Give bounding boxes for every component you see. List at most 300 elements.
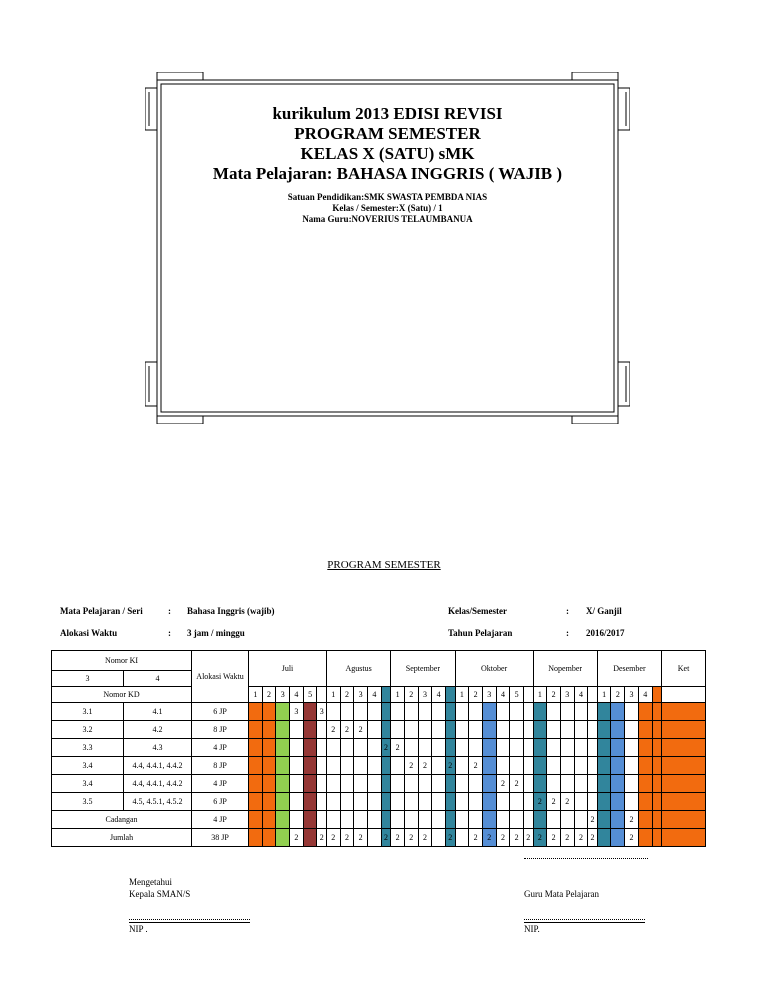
week-cell [326, 793, 340, 811]
week-cell [303, 739, 317, 757]
week-cell [588, 739, 598, 757]
sig-left-nip: NIP . [129, 924, 148, 934]
week-cell: 2 [391, 829, 405, 847]
week-cell [391, 811, 405, 829]
week-cell [340, 757, 354, 775]
meta-tahun-value: 2016/2017 [586, 628, 625, 638]
week-spacer [381, 687, 391, 703]
cover-line-curriculum: kurikulum 2013 EDISI REVISI [272, 104, 503, 123]
week-cell [652, 721, 662, 739]
week-cell [249, 739, 263, 757]
week-cell [625, 721, 639, 739]
kd4-cell: 4.1 [124, 703, 192, 721]
meta-alokasi-colon: : [168, 628, 171, 638]
week-cell [510, 703, 524, 721]
week-cell: 2 [381, 739, 391, 757]
week-cell: 2 [547, 793, 561, 811]
week-cell [524, 703, 534, 721]
week-cell [482, 721, 496, 739]
week-cell [368, 775, 382, 793]
week-cell [662, 703, 706, 721]
week-cell [317, 739, 327, 757]
header-month-juli: Juli [249, 651, 327, 687]
week-cell [588, 703, 598, 721]
cover-title [145, 104, 630, 184]
week-cell [560, 775, 574, 793]
week-cell [547, 811, 561, 829]
week-number: 4 [432, 687, 446, 703]
week-cell [290, 775, 304, 793]
week-cell: 2 [560, 793, 574, 811]
week-cell [317, 721, 327, 739]
week-cell [432, 793, 446, 811]
week-number: 2 [262, 687, 276, 703]
week-cell [368, 829, 382, 847]
week-cell [455, 811, 469, 829]
week-cell [496, 703, 510, 721]
week-cell [662, 757, 706, 775]
sig-right-line1: Guru Mata Pelajaran [524, 889, 599, 899]
week-cell: 2 [533, 829, 547, 847]
week-cell [547, 739, 561, 757]
week-cell [455, 775, 469, 793]
week-cell [262, 757, 276, 775]
week-cell [611, 703, 625, 721]
cover-frame [145, 72, 630, 424]
week-cell [391, 775, 405, 793]
week-cell [533, 775, 547, 793]
week-cell [326, 811, 340, 829]
week-number: 2 [611, 687, 625, 703]
week-cell [469, 739, 483, 757]
week-number: 5 [303, 687, 317, 703]
week-cell: 2 [418, 829, 432, 847]
week-cell [638, 829, 652, 847]
week-cell [588, 775, 598, 793]
week-cell [496, 793, 510, 811]
week-cell [432, 721, 446, 739]
jp-cell: 6 JP [192, 703, 249, 721]
week-number: 3 [418, 687, 432, 703]
week-cell [340, 703, 354, 721]
week-cell [276, 721, 290, 739]
sig-left-line1: Mengetahui [129, 877, 172, 887]
week-cell [611, 757, 625, 775]
week-number: 2 [404, 687, 418, 703]
week-cell [249, 703, 263, 721]
meta-tahun-label: Tahun Pelajaran [448, 628, 513, 638]
week-cell [638, 703, 652, 721]
week-cell [611, 721, 625, 739]
kd4-cell: 4.3 [124, 739, 192, 757]
week-cell [249, 793, 263, 811]
week-cell [262, 775, 276, 793]
week-cell [418, 793, 432, 811]
week-cell: 2 [354, 721, 368, 739]
schedule-table [51, 650, 706, 847]
week-cell [652, 829, 662, 847]
program-title: PROGRAM SEMESTER [327, 559, 441, 571]
week-cell [574, 793, 588, 811]
week-cell: 2 [418, 757, 432, 775]
cover-detail-school: Satuan Pendidikan:SMK SWASTA PEMBDA NIAS [287, 192, 488, 202]
week-cell [381, 775, 391, 793]
jp-cell: 38 JP [192, 829, 249, 847]
kd3-cell: 3.4 [52, 775, 124, 793]
cover-line-subject: Mata Pelajaran: BAHASA INGGRIS ( WAJIB ) [212, 164, 563, 183]
week-cell: 2 [496, 829, 510, 847]
week-cell [560, 757, 574, 775]
week-cell [597, 703, 611, 721]
meta-kelas-value: X/ Ganjil [586, 606, 622, 616]
week-cell [625, 757, 639, 775]
week-number: 1 [391, 687, 405, 703]
week-cell [368, 721, 382, 739]
week-cell [455, 829, 469, 847]
week-cell [404, 721, 418, 739]
week-cell: 2 [496, 775, 510, 793]
week-cell: 2 [326, 829, 340, 847]
week-cell [317, 757, 327, 775]
week-cell [574, 811, 588, 829]
week-cell [638, 757, 652, 775]
jp-cell: 4 JP [192, 739, 249, 757]
week-cell [381, 757, 391, 775]
week-cell [533, 703, 547, 721]
kd3-cell: 3.2 [52, 721, 124, 739]
week-cell: 2 [560, 829, 574, 847]
jp-cell: 4 JP [192, 811, 249, 829]
week-cell: 2 [510, 775, 524, 793]
week-cell [524, 811, 534, 829]
week-cell [469, 793, 483, 811]
jp-cell: 4 JP [192, 775, 249, 793]
week-cell [455, 793, 469, 811]
week-cell [303, 811, 317, 829]
week-cell: 2 [391, 739, 405, 757]
week-number: 5 [510, 687, 524, 703]
meta-mapel-colon: : [168, 606, 171, 616]
week-cell: 2 [404, 757, 418, 775]
week-number: 4 [638, 687, 652, 703]
week-cell [510, 811, 524, 829]
week-cell [432, 757, 446, 775]
week-cell [524, 793, 534, 811]
week-cell [469, 811, 483, 829]
kd3-cell: 3.1 [52, 703, 124, 721]
week-cell [588, 721, 598, 739]
jp-cell: 6 JP [192, 793, 249, 811]
week-cell [418, 739, 432, 757]
week-cell [597, 757, 611, 775]
week-cell [652, 775, 662, 793]
week-cell [455, 703, 469, 721]
week-cell [340, 739, 354, 757]
week-cell [262, 739, 276, 757]
week-cell [404, 703, 418, 721]
week-cell [418, 811, 432, 829]
week-cell: 2 [290, 829, 304, 847]
week-cell [404, 793, 418, 811]
week-spacer [652, 687, 662, 703]
week-cell [533, 739, 547, 757]
week-cell [510, 757, 524, 775]
week-cell [276, 739, 290, 757]
week-cell [404, 775, 418, 793]
week-cell [262, 721, 276, 739]
week-cell [560, 811, 574, 829]
sig-right-line [524, 922, 645, 923]
week-cell: 2 [533, 793, 547, 811]
week-number: 4 [368, 687, 382, 703]
week-cell [354, 811, 368, 829]
sig-right-dotted [524, 919, 645, 920]
week-cell: 2 [317, 829, 327, 847]
week-cell: 2 [340, 721, 354, 739]
week-cell [276, 775, 290, 793]
week-cell [276, 811, 290, 829]
week-cell [662, 811, 706, 829]
week-number: 1 [455, 687, 469, 703]
week-cell [455, 757, 469, 775]
week-spacer [588, 687, 598, 703]
kd3-cell: 3.3 [52, 739, 124, 757]
week-cell [404, 811, 418, 829]
week-cell [574, 739, 588, 757]
header-ket: Ket [662, 651, 706, 687]
week-cell [638, 721, 652, 739]
week-cell [574, 757, 588, 775]
week-cell [418, 703, 432, 721]
week-number: 3 [560, 687, 574, 703]
week-cell [533, 721, 547, 739]
week-cell [574, 775, 588, 793]
week-cell [597, 811, 611, 829]
header-month-nopember: Nopember [533, 651, 597, 687]
week-cell: 3 [317, 703, 327, 721]
week-cell [638, 811, 652, 829]
week-cell [432, 829, 446, 847]
week-cell [391, 757, 405, 775]
week-cell: 2 [547, 829, 561, 847]
week-cell [524, 757, 534, 775]
week-cell [249, 757, 263, 775]
week-number: 1 [249, 687, 263, 703]
week-cell [249, 829, 263, 847]
week-cell [446, 775, 456, 793]
week-cell [418, 721, 432, 739]
week-cell [533, 757, 547, 775]
week-cell [381, 793, 391, 811]
week-cell [446, 703, 456, 721]
week-cell [404, 739, 418, 757]
week-cell [482, 757, 496, 775]
week-cell [455, 739, 469, 757]
cover-detail-teacher: Nama Guru:NOVERIUS TELAUMBANUA [302, 214, 473, 224]
header-ket-blank [662, 687, 706, 703]
week-cell [597, 793, 611, 811]
week-cell [317, 793, 327, 811]
week-cell: 2 [469, 829, 483, 847]
kd3-cell: 3.4 [52, 757, 124, 775]
sig-right-nip: NIP. [524, 924, 540, 934]
week-cell [368, 793, 382, 811]
week-cell [317, 775, 327, 793]
week-cell [249, 721, 263, 739]
week-number: 1 [597, 687, 611, 703]
week-cell [354, 775, 368, 793]
week-cell [482, 811, 496, 829]
week-cell [303, 775, 317, 793]
week-cell [597, 829, 611, 847]
week-cell [625, 775, 639, 793]
jp-cell: 8 JP [192, 757, 249, 775]
week-cell [625, 703, 639, 721]
week-cell [326, 757, 340, 775]
week-cell: 2 [524, 829, 534, 847]
week-cell [496, 721, 510, 739]
week-cell [381, 721, 391, 739]
sig-left-dotted [129, 919, 250, 920]
week-cell [354, 739, 368, 757]
week-number: 4 [290, 687, 304, 703]
week-cell [276, 757, 290, 775]
week-cell [638, 775, 652, 793]
week-cell [496, 757, 510, 775]
week-cell [317, 811, 327, 829]
week-cell [290, 811, 304, 829]
week-cell [276, 829, 290, 847]
week-cell [262, 703, 276, 721]
week-number: 4 [574, 687, 588, 703]
header-nomor-ki: Nomor KI [52, 651, 192, 671]
week-cell [524, 721, 534, 739]
week-cell [510, 721, 524, 739]
week-cell [625, 739, 639, 757]
header-month-september: September [391, 651, 455, 687]
week-cell [510, 793, 524, 811]
week-cell [496, 739, 510, 757]
week-cell [432, 739, 446, 757]
week-cell [597, 739, 611, 757]
cover-line-program: PROGRAM SEMESTER [294, 124, 481, 143]
week-cell [418, 775, 432, 793]
header-ki-3: 3 [52, 671, 124, 687]
week-cell [625, 793, 639, 811]
cadangan-label: Cadangan [52, 811, 192, 829]
week-cell [354, 757, 368, 775]
week-cell [652, 703, 662, 721]
week-cell [290, 757, 304, 775]
meta-mapel-label: Mata Pelajaran / Seri [60, 606, 143, 616]
meta-alokasi-label: Alokasi Waktu [60, 628, 118, 638]
week-cell [496, 811, 510, 829]
week-number: 3 [354, 687, 368, 703]
week-cell [432, 703, 446, 721]
week-cell [249, 775, 263, 793]
week-number: 2 [469, 687, 483, 703]
week-cell [547, 757, 561, 775]
week-cell [303, 829, 317, 847]
week-cell [368, 703, 382, 721]
week-cell: 2 [354, 829, 368, 847]
meta-kelas-label: Kelas/Semester [448, 606, 507, 616]
week-cell [588, 793, 598, 811]
cover-line-class: KELAS X (SATU) sMK [300, 144, 475, 163]
week-cell [303, 703, 317, 721]
week-cell [560, 721, 574, 739]
week-cell: 2 [510, 829, 524, 847]
week-spacer [524, 687, 534, 703]
week-cell [611, 793, 625, 811]
week-spacer [446, 687, 456, 703]
cover-detail-class: Kelas / Semester:X (Satu) / 1 [332, 203, 443, 213]
sig-left-line [129, 922, 250, 923]
week-cell [432, 775, 446, 793]
week-cell [547, 721, 561, 739]
week-number: 3 [276, 687, 290, 703]
header-nomor-kd: Nomor KD [52, 687, 192, 703]
week-cell: 2 [340, 829, 354, 847]
kd4-cell: 4.2 [124, 721, 192, 739]
week-cell [547, 775, 561, 793]
week-cell [482, 703, 496, 721]
week-cell [574, 721, 588, 739]
week-cell: 2 [588, 811, 598, 829]
week-number: 1 [326, 687, 340, 703]
week-cell [469, 703, 483, 721]
week-cell [482, 775, 496, 793]
week-cell: 2 [404, 829, 418, 847]
week-cell [652, 757, 662, 775]
week-cell [262, 793, 276, 811]
week-cell [469, 721, 483, 739]
week-number: 4 [496, 687, 510, 703]
week-cell [524, 775, 534, 793]
week-cell [446, 721, 456, 739]
week-cell [662, 829, 706, 847]
week-cell [262, 811, 276, 829]
week-cell [391, 721, 405, 739]
week-cell [432, 811, 446, 829]
week-cell [597, 721, 611, 739]
week-cell [368, 811, 382, 829]
week-cell [547, 703, 561, 721]
header-ki-4: 4 [124, 671, 192, 687]
week-cell [662, 775, 706, 793]
week-cell [381, 703, 391, 721]
header-month-desember: Desember [597, 651, 661, 687]
meta-kelas-colon: : [566, 606, 569, 616]
week-cell [524, 739, 534, 757]
week-number: 2 [340, 687, 354, 703]
week-cell [482, 739, 496, 757]
week-cell [340, 811, 354, 829]
week-cell [533, 811, 547, 829]
week-cell: 2 [446, 757, 456, 775]
week-number: 3 [482, 687, 496, 703]
week-cell [249, 811, 263, 829]
week-cell [652, 811, 662, 829]
header-month-oktober: Oktober [455, 651, 533, 687]
week-cell [611, 739, 625, 757]
week-cell [391, 703, 405, 721]
week-cell [262, 829, 276, 847]
week-number: 2 [547, 687, 561, 703]
dotted-line-top-right [524, 858, 648, 859]
meta-tahun-colon: : [566, 628, 569, 638]
kd4-cell: 4.4, 4.4.1, 4.4.2 [124, 775, 192, 793]
